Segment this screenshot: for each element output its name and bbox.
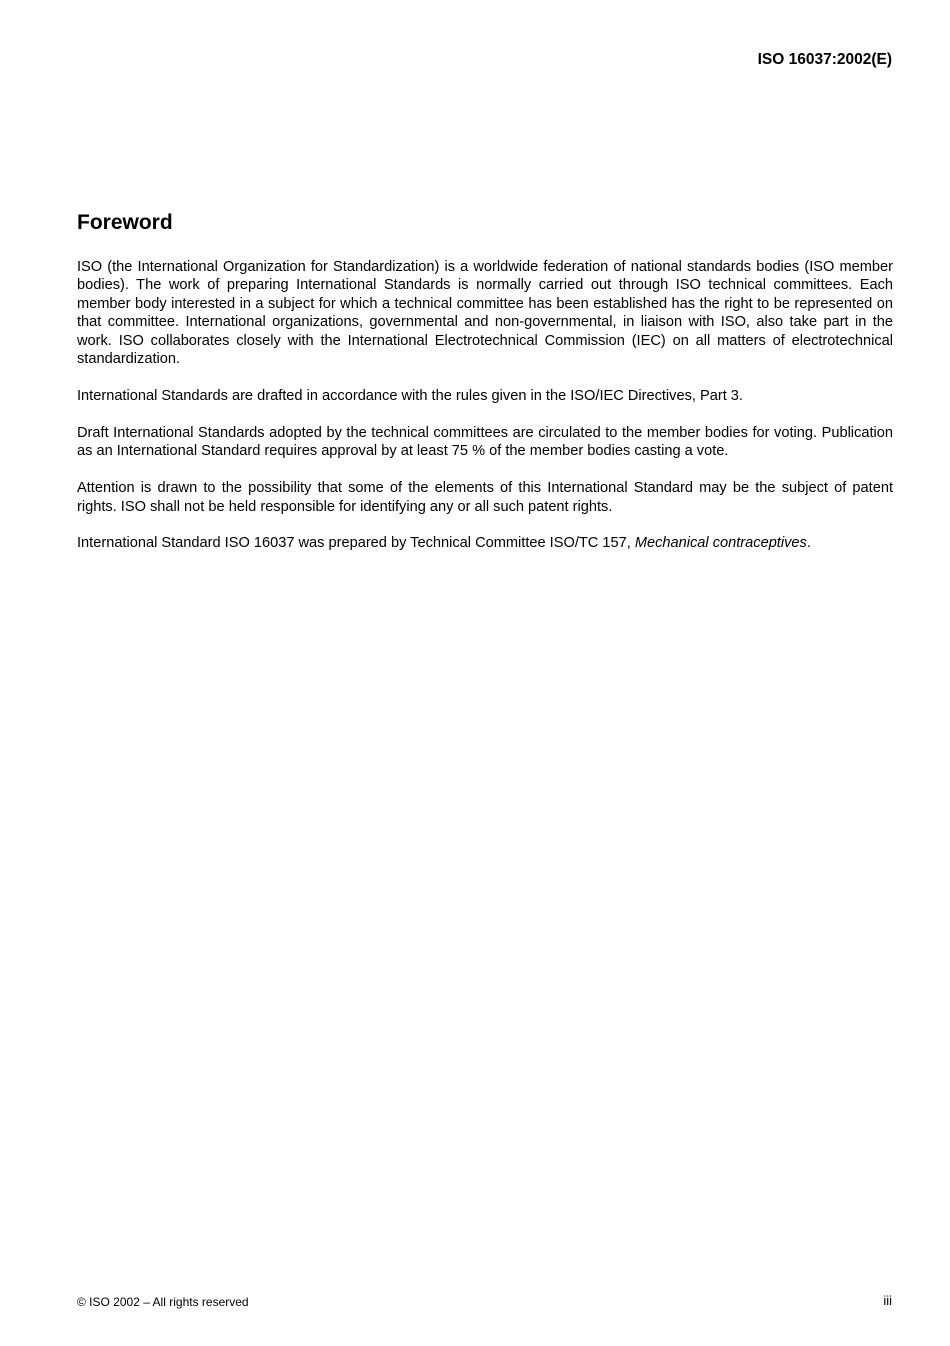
paragraph-iso-overview: ISO (the International Organization for Standardization) is a worldwide federation of national standards bodies (ISO member bodies). The work of preparing International Standards is normally carried out through ISO technical committees. Each member body interested in a subject for which a technical committee has been established has the right to be represented on that committee. International organizations, governmental and non-governmental, in liaison with ISO, also take part in the work. ISO collaborates closely with the International Electrotechnical Commission (IEC) on all matters of electrotechnical standardization. bbox=[77, 259, 893, 368]
paragraph-patent-rights: Attention is drawn to the possibility that some of the elements of this International Standard may be the subject of patent rights. ISO shall not be held responsible for identifying any or all such patent rights. bbox=[77, 480, 893, 515]
paragraph-voting: Draft International Standards adopted by the technical committees are circulated to the member bodies for voting. Publication as an International Standard requires approval by at least 75 % of the member bodies casting a vote. bbox=[77, 424, 893, 460]
paragraph-directives: International Standards are drafted in accordance with the rules given in the ISO/IEC Directives, Part 3. bbox=[77, 387, 743, 404]
page-number: iii bbox=[883, 1293, 892, 1308]
committee-end: . bbox=[806, 535, 811, 552]
committee-subject: Mechanical contraceptives bbox=[634, 535, 807, 552]
committee-text: International Standard ISO 16037 was prepared by Technical Committee ISO/TC 157, bbox=[77, 535, 635, 552]
paragraph-committee bbox=[77, 534, 893, 552]
foreword-body bbox=[77, 258, 893, 571]
document-id: ISO 16037:2002(E) bbox=[757, 51, 892, 68]
footer-copyright: © ISO 2002 – All rights reserved bbox=[77, 1295, 249, 1309]
page-title: Foreword bbox=[77, 211, 173, 234]
